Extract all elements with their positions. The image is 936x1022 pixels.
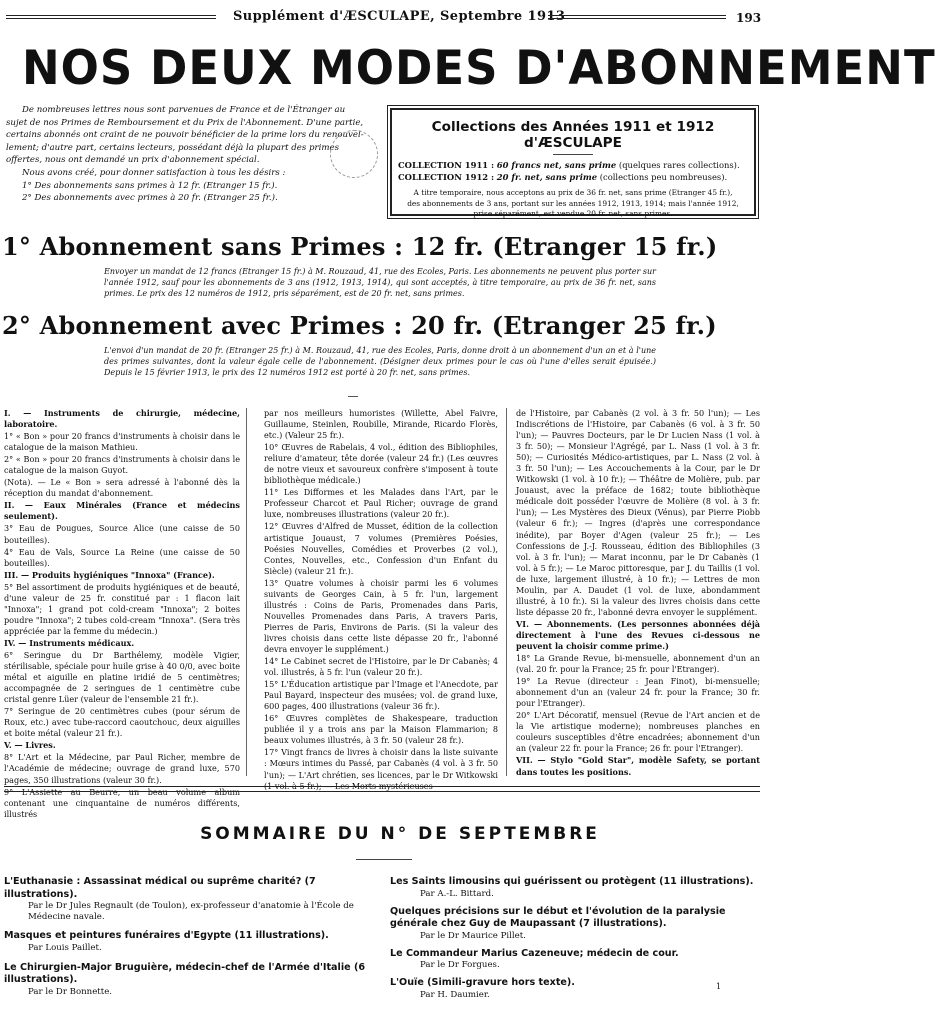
primes-column-2 [264,408,498,793]
collection-1911 [392,159,754,171]
column-rule [506,408,507,776]
prime-item: 10° Œuvres de Rabelais, 4 vol., édition des Bibliophiles, reliure d'amateur, tête dorée (valeur 24 fr.) (Les œuvres de notre vieux et savoureux confrère s'imposent à toute bibliothèque médicale.) [264,442,498,486]
intro-line: lement; d'autre part, certains lecteurs, possédant déjà la plupart des primes [6,142,340,153]
section-heading: I. — Instruments de chirurgie, médecine, laboratoire. [4,408,240,430]
collections-note: A titre temporaire, nous acceptons au prix de 36 fr. net, sans prime (Etranger 45 fr.), des abonnements de 3 ans, portant sur les années 1912, 1913, 1914; mais l'année 1912, prise séparément, est vendue 20 fr. net, sans primes. [407,188,739,218]
sommaire-entry-title: Quelques précisions sur le début et l'évolution de la paralysie générale chez Guy de Maupassant (7 illustrations). [390,905,726,929]
prime-item: 9° L'Assiette au Beurre, un beau volume album contenant une cinquantaine de numéros différents, illustrés [4,786,240,819]
prime-item: 8° L'Art et la Médecine, par Paul Richer, membre de l'Académie de médecine; ouvrage de grand luxe, 570 pages, 350 illustrations (valeur 30 fr.). [4,752,240,785]
collection-1912-label: COLLECTION 1912 : [398,172,495,182]
sommaire-entry-title: L'Ouïe (Simili-gravure hors texte). [390,977,575,988]
box-divider [553,154,593,155]
sommaire-entry-author: Par Louis Paillet. [28,942,102,953]
prime-item: 17° Vingt francs de livres à choisir dans la liste suivante : Mœurs intimes du Passé, par Cabanès (4 vol. à 3 fr. 50 l'un); — L'Art chrétien, ses licences, par le Dr Witkowski (1 vol. à 5 fr.); — Les Morts mystérieuses [264,747,498,791]
sommaire-right-column [390,876,756,1001]
section-heading: V. — Livres. [4,740,56,751]
prime-item: de l'Histoire, par Cabanès (2 vol. à 3 fr. 50 l'un); — Les Indiscrétions de l'Histoire, par Cabanès (6 vol. à 3 fr. 50 l'un); — Pauvres Docteurs, par le Dr Lucien Nass (1 vol. à 3 fr. 50); — Monsieur l'Agrégé, par L. Nass (1 vol. à 3 fr. 50); — Curiosités Médico-artistiques, par L. Nass (2 vol. à 3 fr. 50 l'un); — Les Accouchements à la Cour, par le Dr Witkowski (1 vol. à 10 fr.); — Théâtre de Molière, pub. par Jouaust, avec la préface de 1682; toute bibliothèque médicale doit posséder l'œuvre de Molière (8 vol. à 3 fr. l'un); — Les Mystères des Dieux (Vénus), par Pierre Piobb (valeur 6 fr.); — Ingres (d'après une correspondance inédite), par Boyer d'Agen (valeur 25 fr.); — Les Confessions de J.-J. Rousseau, édition des Bibliophiles (3 vol. à 3 fr. l'un); — Marat inconnu, par le Dr Cabanès (1 vol. à 5 fr.); — Le Maroc pittoresque, par J. du Taillis (1 vol. de luxe, largement illustré, à 10 fr.); — Lettres de mon Moulin, par A. Daudet (1 vol. de luxe, abondamment illustré, à 10 fr.). Si la valeur des livres choisis dans cette liste dépasse 20 fr., l'abonné devra envoyer le supplément. [516,408,760,617]
prime-item: par nos meilleurs humoristes (Willette, Abel Faivre, Guillaume, Steinlen, Roubille, Mirande, Ricardo Florès, etc.) (Valeur 25 fr.). [264,408,498,441]
sommaire-entry-author: Par le Dr Maurice Pillet. [420,930,526,941]
prime-item: 19° La Revue (directeur : Jean Finot), bi-mensuelle; abonnement d'un an (valeur 24 fr. pour la France; 30 fr. pour l'Etranger). [516,676,760,709]
offer1-text: Envoyer un mandat de 12 francs (Etranger 15 fr.) à M. Rouzaud, 41, rue des Ecoles, Paris. Les abonnements ne peuvent plus porter sur l'année 1912, sauf pour les abonnements de 3 ans (1912, 1913, 1914), qui sont acceptés, à titre temporaire, au prix de 36 fr. net, sans primes. Le prix des 12 numéros de 1912, pris séparément, est de 20 fr. net, sans primes. [104,267,656,299]
prime-item: 14° Le Cabinet secret de l'Histoire, par le Dr Cabanès; 4 vol. illustrés, à 5 fr. l'un (valeur 20 fr.). [264,656,498,678]
prime-item: 1° « Bon » pour 20 francs d'instruments à choisir dans le catalogue de la maison Mathieu. [4,431,240,453]
primes-column-3 [516,408,760,779]
prime-item: 15° L'Éducation artistique par l'Image et l'Anecdote, par Paul Bayard, inspecteur des musées; vol. de grand luxe, 600 pages, 400 illustrations (valeur 36 fr.). [264,679,498,712]
collection-1912 [392,171,754,183]
prime-item: 6° Seringue du Dr Barthélemy, modèle Vigier, stérilisable, spéciale pour huile grise à 40 0/0, avec boite métal et aiguille en platine iridié de 5 centimètres; accompagnée de 2 seringues de 1 centimètre cube cristal genre Lüer (valeur de l'ensemble 21 fr.). [4,649,240,705]
section-heading: IV. — Instruments médicaux. [4,637,135,648]
prime-note: (Nota). — Le « Bon » sera adressé à l'abonné dès la réception du mandat d'abonnement. [4,477,240,499]
prime-item: 16° Œuvres complètes de Shakespeare, traduction publiée il y a trois ans par la Maison Flammarion; 8 beaux volumes illustrés, à 3 fr. 50 (valeur 28 fr.). [264,713,498,746]
small-divider [348,396,358,397]
sommaire-entry-author: Par le Dr Forgues. [420,960,500,970]
header-rule-right [548,15,726,19]
section-heading: VI. — Abonnements. (Les personnes abonnées déjà directement à l'une des Revues ci-dessous ne peuvent la choisir comme prime.) [516,618,760,651]
collection-1912-price: 20 fr. net, sans prime [496,172,598,182]
prime-item: 4° Eau de Vals, Source La Reine (une caisse de 50 bouteilles). [4,546,240,568]
sommaire-entry-title: Le Commandeur Marius Cazeneuve; médecin de cour. [390,947,679,959]
page-number: 193 [736,11,762,25]
prime-item: 3° Eau de Pougues, Source Alice (une caisse de 50 bouteilles). [4,523,240,545]
section-heading: II. — Eaux Minérales (France et médecins seulement). [4,500,240,522]
sommaire-divider [356,859,412,860]
sommaire-left-column [4,876,374,998]
sommaire-entry-title: Masques et peintures funéraires d'Egypte (11 illustrations). [4,930,329,941]
collection-1911-note: (quelques rares collections). [618,160,740,170]
footer-mark: 1 [716,982,722,991]
sommaire-entry-title: Le Chirurgien-Major Bruguière, médecin-chef de l'Armée d'Italie (6 illustrations). [4,961,366,985]
prime-item: 18° La Grande Revue, bi-mensuelle, abonnement d'un an (val. 20 fr. pour la France; 25 fr. pour l'Etranger). [516,653,760,675]
sommaire-entry-title: Les Saints limousins qui guérissent ou protègent (11 illustrations). [390,876,754,887]
collection-1911-price: 60 francs net, sans prime [496,160,617,170]
prime-item: 20° L'Art Décoratif, mensuel (Revue de l'Art ancien et de la Vie artistique moderne); nombreuses planches en couleurs susceptibles d'être encadrées; abonnement d'un an (valeur 22 fr. pour la France; 26 fr. pour l'Etranger). [516,710,760,754]
intro-line: Nous avons créé, pour donner satisfaction à tous les désirs : [22,167,286,178]
section-heading: III. — Produits hygiéniques "Innoxa" (France). [4,569,215,580]
intro-line: certains abonnés ont craint de ne pouvoir bénéficier de la prime lors du renouvel- [6,130,364,141]
offer1-heading: 1° Abonnement sans Primes : 12 fr. (Etranger 15 fr.) [2,232,718,261]
prime-item: 2° « Bon » pour 20 francs d'instruments à choisir dans le catalogue de la maison Guyot. [4,454,240,476]
collection-1912-note: (collections peu nombreuses). [599,172,728,182]
postmark-stamp [330,130,378,178]
column-rule [246,408,247,776]
prime-item: 11° Les Difformes et les Malades dans l'Art, par le Professeur Charcot et Paul Richer; ouvrage de grand luxe, nombreuses illustrations (valeur 20 fr.). [264,487,498,520]
collections-box-title: Collections des Années 1911 et 1912 d'ÆSCULAPE [431,119,715,151]
prime-item: 7° Seringue de 20 centimètres cubes (pour sérum de Roux, etc.) avec tube-raccord caoutchouc, deux aiguilles et boite métal (valeur 21 fr.). [4,706,240,739]
sommaire-title: SOMMAIRE DU N° DE SEPTEMBRE [200,824,600,844]
primes-column-1 [4,408,240,821]
prime-item: 12° Œuvres d'Alfred de Musset, édition de la collection artistique Jouaust, 7 volumes (Premières Poésies, Poésies Nouvelles, Comédies et Proverbes (2 vol.), Contes, Nouvelles, etc., Confession d'un Enfant du Siècle) (valeur 21 fr.). [264,521,498,576]
sommaire-entry-author: Par H. Daumier. [420,989,490,1000]
sommaire-entry-author: Par A.-L. Bittard. [420,888,494,899]
collection-1911-label: COLLECTION 1911 : [398,160,495,170]
section-heading: VII. — Stylo "Gold Star", modèle Safety, se portant dans toutes les positions. [516,755,760,777]
header-rule-left [6,15,216,19]
section-separator [4,786,760,792]
sommaire-entry-title: L'Euthanasie : Assassinat médical ou suprême charité? (7 illustrations). [4,876,316,900]
offer2-heading: 2° Abonnement avec Primes : 20 fr. (Etranger 25 fr.) [2,311,717,340]
offer2-text: L'envoi d'un mandat de 20 fr. (Etranger 25 fr.) à M. Rouzaud, 41, rue des Ecoles, Paris, donne droit à un abonnement d'un an et à l'une des primes suivantes, dont la valeur égale celle de l'abonnement. (Désigner deux primes pour le cas où l'une d'elles serait épuisée.) Depuis le 15 février 1913, le prix des 12 numéros 1912 est porté à 20 fr. net, sans primes. [104,346,656,378]
prime-item: 13° Quatre volumes à choisir parmi les 6 volumes suivants de Georges Cain, à 5 fr. l'un, largement illustrés : Coins de Paris, Promenades dans Paris, Nouvelles Promenades dans Paris, A travers Paris, Pierres de Paris, Environs de Paris. (Si la valeur des livres choisis dans cette liste dépasse 20 fr., l'abonné devra envoyer le supplément.) [264,577,498,654]
intro-line: 1° Des abonnements sans primes à 12 fr. (Etranger 15 fr.). [22,180,278,191]
running-title: Supplément d'ÆSCULAPE, Septembre 1913 [233,9,566,24]
prime-item: 5° Bel assortiment de produits hygiéniques et de beauté, d'une valeur de 25 fr. constitué par : 1 flacon lait "Innoxa"; 1 grand pot cold-cream "Innoxa"; 2 boites poudre "Innoxa"; 2 tubes cold-cream "Innoxa". (Sera très appréciée par la femme du médecin.) [4,581,240,636]
sommaire-entry-author: Par le Dr Jules Regnault (de Toulon), ex-professeur d'anatomie à l'École de Médecine navale. [28,901,354,922]
intro-line: offertes, nous ont demandé un prix d'abonnement spécial. [6,155,260,166]
sommaire-entry-author: Par le Dr Bonnette. [28,986,113,997]
collections-box [390,108,756,216]
intro-line: sujet de nos Primes de Remboursement et du Prix de l'Abonnement. D'une partie, [6,117,364,128]
page-title: NOS DEUX MODES D'ABONNEMENT [22,40,936,96]
intro-line: 2° Des abonnements avec primes à 20 fr. (Etranger 25 fr.). [22,193,278,204]
intro-line: De nombreuses lettres nous sont parvenues de France et de l'Étranger au [22,105,346,115]
